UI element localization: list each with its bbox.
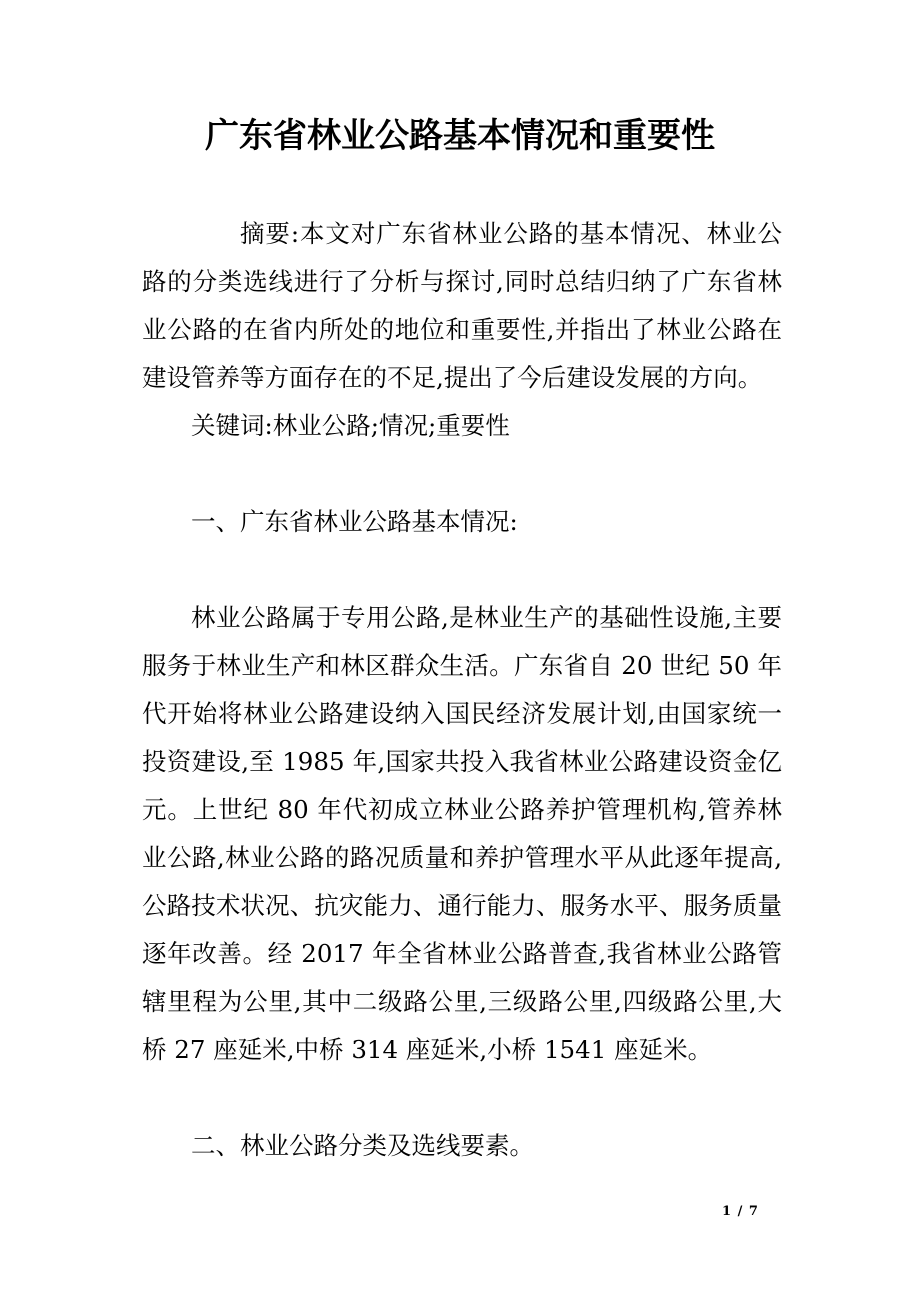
page-number: 1 / 7 — [722, 1204, 759, 1219]
section-1-paragraph: 林业公路属于专用公路,是林业生产的基础性设施,主要服务于林业生产和林区群众生活。广东省自 20 世纪 50 年代开始将林业公路建设纳入国民经济发展计划,由国家统一投资建设,至 1985 年,国家共投入我省林业公路建设资金亿元。上世纪 80 年代初成立林业公路养护管理机构,管养林业公路,林业公路的路况质量和养护管理水平从此逐年提高,公路技术状况、抗灾能力、通行能力、服务水平、服务质量逐年改善。经 2017 年全省林业公路普查,我省林业公路管辖里程为公里,其中二级路公里,三级路公里,四级路公里,大桥 27 座延米,中桥 314 座延米,小桥 1541 座延米。 — [142, 603, 782, 1064]
keywords-line: 关键词:林业公路;情况;重要性 — [191, 411, 510, 440]
section-2-heading: 二、林业公路分类及选线要素。 — [191, 1131, 534, 1160]
abstract-paragraph: 摘要:本文对广东省林业公路的基本情况、林业公路的分类选线进行了分析与探讨,同时总结归纳了广东省林业公路的在省内所处的地位和重要性,并指出了林业公路在建设管养等方面存在的不足,提出了今后建设发展的方向。 — [142, 219, 782, 392]
page-title: 广东省林业公路基本情况和重要性 — [205, 116, 715, 156]
section-1-heading: 一、广东省林业公路基本情况: — [191, 507, 518, 536]
